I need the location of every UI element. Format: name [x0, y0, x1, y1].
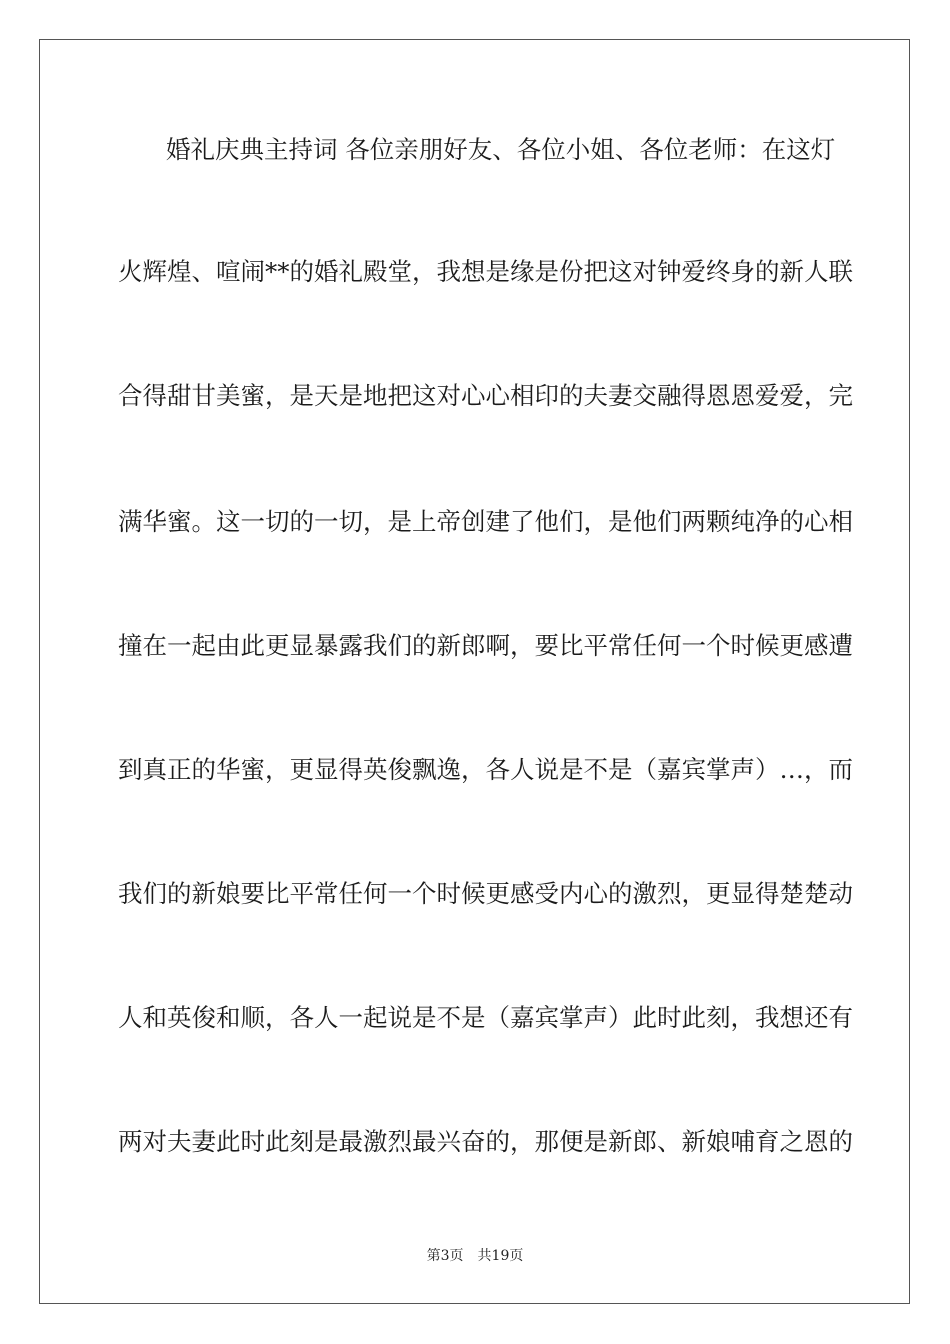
paragraph-line-8: 人和英俊和顺，各人一起说是不是（嘉宾掌声）此时此刻，我想还有	[118, 1003, 853, 1032]
paragraph-line-2: 火辉煌、喧闹**的婚礼殿堂，我想是缘是份把这对钟爱终身的新人联	[118, 257, 853, 286]
paragraph-line-4: 满华蜜。这一切的一切，是上帝创建了他们，是他们两颗纯净的心相	[118, 507, 853, 536]
paragraph-line-9: 两对夫妻此时此刻是最激烈最兴奋的，那便是新郎、新娘哺育之恩的	[118, 1127, 853, 1156]
page-border	[39, 39, 910, 1304]
paragraph-line-1: 婚礼庆典主持词 各位亲朋好友、各位小姐、各位老师：在这灯	[166, 135, 836, 164]
paragraph-line-5: 撞在一起由此更显暴露我们的新郎啊，要比平常任何一个时候更感遭	[118, 631, 853, 660]
paragraph-line-3: 合得甜甘美蜜，是天是地把这对心心相印的夫妻交融得恩恩爱爱，完	[118, 381, 853, 410]
paragraph-line-6: 到真正的华蜜，更显得英俊飘逸，各人说是不是（嘉宾掌声）…，而	[118, 755, 853, 784]
paragraph-line-7: 我们的新娘要比平常任何一个时候更感受内心的激烈，更显得楚楚动	[118, 879, 853, 908]
page-number-footer: 第3页 共19页	[426, 1248, 524, 1264]
